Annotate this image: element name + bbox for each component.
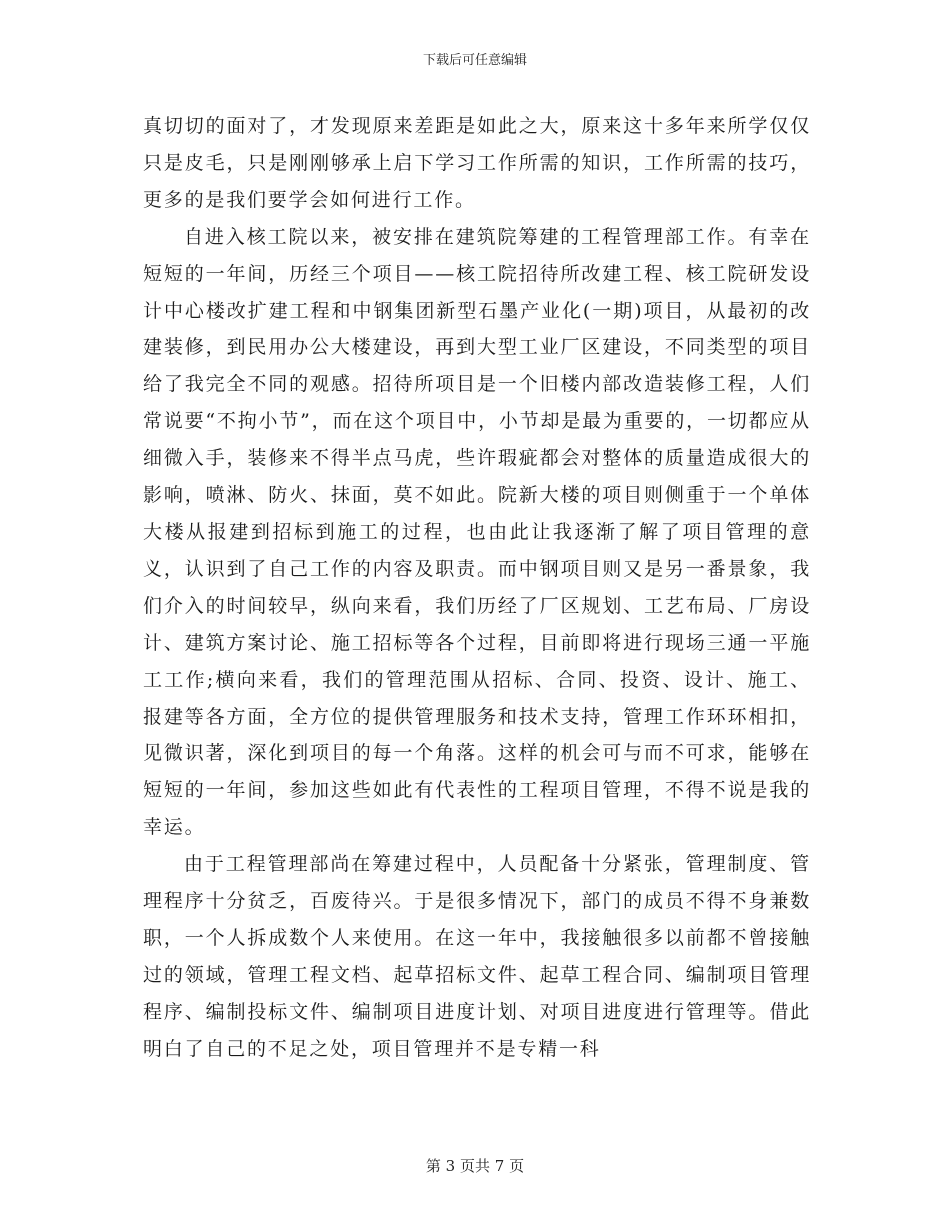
paragraph-3: 由于工程管理部尚在筹建过程中，人员配备十分紧张，管理制度、管理程序十分贫乏，百废待兴。于是很多情况下，部门的成员不得不身兼数职，一个人拆成数个人来使用。在这一年中，我接触很多以前都不曾接触过的领域，管理工程文档、起草招标文件、起草工程合同、编制项目管理程序、编制投标文件、编制项目进度计划、对项目进度进行管理等。借此明白了自己的不足之处，项目管理并不是专精一科 — [143, 853, 811, 1060]
paragraph-2: 自进入核工院以来，被安排在建筑院筹建的工程管理部工作。有幸在短短的一年间，历经三个项目——核工院招待所改建工程、核工院研发设计中心楼改扩建工程和中钢集团新型石墨产业化(一期)项目，从最初的改建装修，到民用办公大楼建设，再到大型工业厂区建设，不同类型的项目给了我完全不同的观感。招待所项目是一个旧楼内部改造装修工程，人们常说要“不拘小节”，而在这个项目中，小节却是最为重要的，一切都应从细微入手，装修来不得半点马虎，些许瑕疵都会对整体的质量造成很大的影响，喷淋、防火、抹面，莫不如此。院新大楼的项目则侧重于一个单体大楼从报建到招标到施工的过程，也由此让我逐渐了解了项目管理的意义，认识到了自己工作的内容及职责。而中钢项目则又是另一番景象，我们介入的时间较早，纵向来看，我们历经了厂区规划、工艺布局、厂房设计、建筑方案讨论、施工招标等各个过程，目前即将进行现场三通一平施工工作;横向来看，我们的管理范围从招标、合同、投资、设计、施工、报建等各方面，全方位的提供管理服务和技术支持，管理工作环环相扣，见微识著，深化到项目的每一个角落。这样的机会可与而不可求，能够在短短的一年间，参加这些如此有代表性的工程项目管理，不得不说是我的幸运。 — [143, 225, 811, 839]
page-header: 下载后可任意编辑 — [422, 53, 527, 68]
page-footer: 第 3 页共 7 页 — [425, 1157, 525, 1175]
paragraph-1: 真切切的面对了，才发现原来差距是如此之大，原来这十多年来所学仅仅只是皮毛，只是刚刚够承上启下学习工作所需的知识，工作所需的技巧，更多的是我们要学会如何进行工作。 — [143, 115, 811, 211]
document-body — [143, 108, 811, 1068]
